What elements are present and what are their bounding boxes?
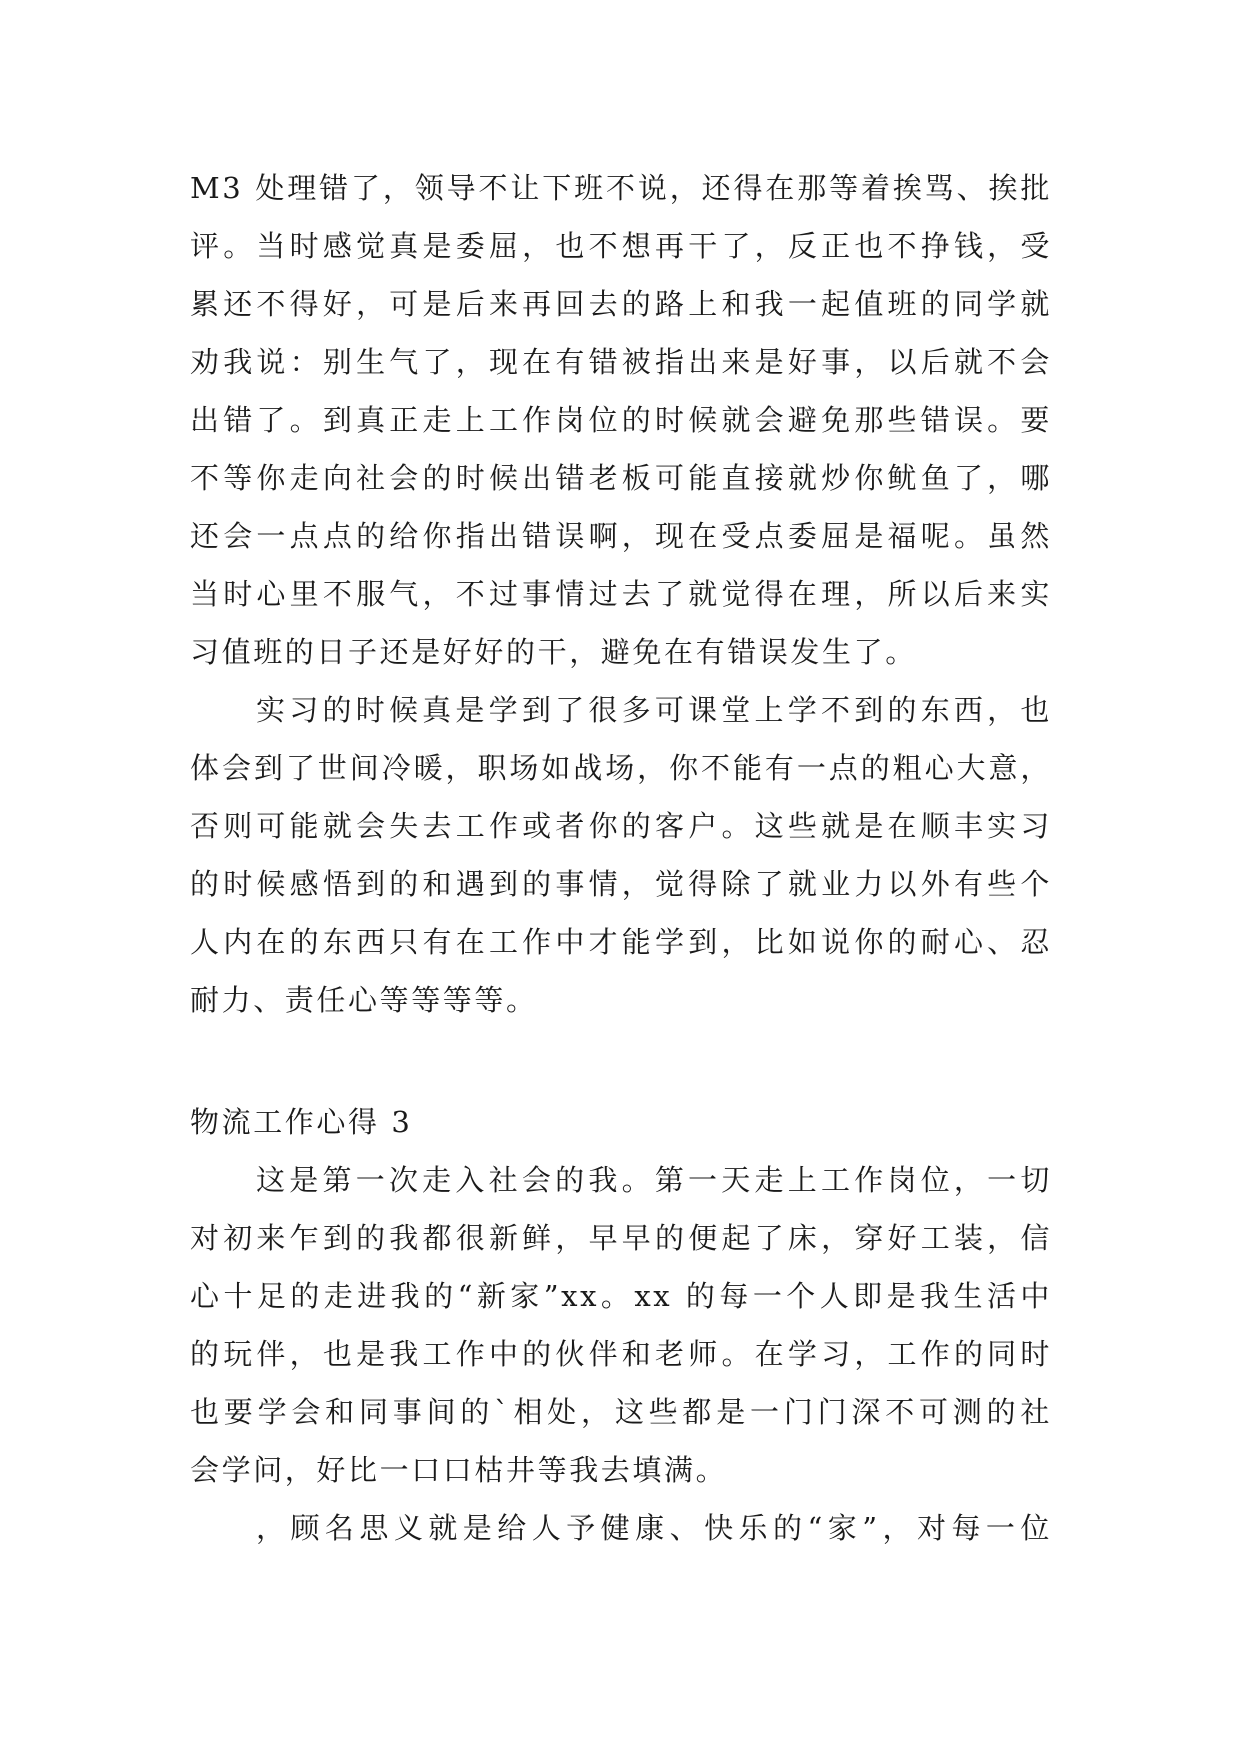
text-line: 还会一点点的给你指出错误啊，现在受点委屈是福呢。虽然: [190, 519, 1052, 553]
text-line: 评。当时感觉真是委屈，也不想再干了，反正也不挣钱，受: [190, 229, 1052, 263]
text-line: 当时心里不服气，不过事情过去了就觉得在理，所以后来实: [190, 577, 1052, 611]
body-text-section-2: [190, 1151, 1052, 1557]
text-line: 不等你走向社会的时候出错老板可能直接就炒你鱿鱼了，哪: [190, 461, 1052, 495]
text-line: 劝我说：别生气了，现在有错被指出来是好事，以后就不会: [190, 345, 1052, 379]
text-line: 心十足的走进我的“新家”xx。xx 的每一个人即是我生活中: [190, 1279, 1052, 1313]
text-line: 否则可能就会失去工作或者你的客户。这些就是在顺丰实习: [190, 809, 1052, 843]
section-heading: 物流工作心得 3: [190, 1105, 413, 1139]
body-text-section-1: [190, 159, 1052, 1029]
paragraph-start-line: 实习的时候真是学到了很多可课堂上学不到的东西，也: [256, 693, 1052, 727]
text-line: 的时候感悟到的和遇到的事情，觉得除了就业力以外有些个: [190, 867, 1052, 901]
text-line: 耐力、责任心等等等等。: [190, 983, 538, 1017]
text-line: 出错了。到真正走上工作岗位的时候就会避免那些错误。要: [190, 403, 1052, 437]
text-line: 会学问，好比一口口枯井等我去填满。: [190, 1453, 728, 1487]
text-line: 体会到了世间冷暖，职场如战场，你不能有一点的粗心大意，: [190, 751, 1052, 785]
paragraph-start-line: 这是第一次走入社会的我。第一天走上工作岗位，一切: [256, 1163, 1052, 1197]
text-line: 也要学会和同事间的`相处，这些都是一门门深不可测的社: [190, 1395, 1052, 1429]
text-line: 对初来乍到的我都很新鲜，早早的便起了床，穿好工装，信: [190, 1221, 1052, 1255]
text-line: 人内在的东西只有在工作中才能学到，比如说你的耐心、忍: [190, 925, 1052, 959]
paragraph-start-line: ，顾名思义就是给人予健康、快乐的“家”，对每一位: [256, 1511, 1052, 1545]
text-line: 累还不得好，可是后来再回去的路上和我一起值班的同学就: [190, 287, 1052, 321]
text-line: 习值班的日子还是好好的干，避免在有错误发生了。: [190, 635, 917, 669]
text-line: 的玩伴，也是我工作中的伙伴和老师。在学习，工作的同时: [190, 1337, 1052, 1371]
text-line: M3 处理错了，领导不让下班不说，还得在那等着挨骂、挨批: [190, 171, 1052, 205]
